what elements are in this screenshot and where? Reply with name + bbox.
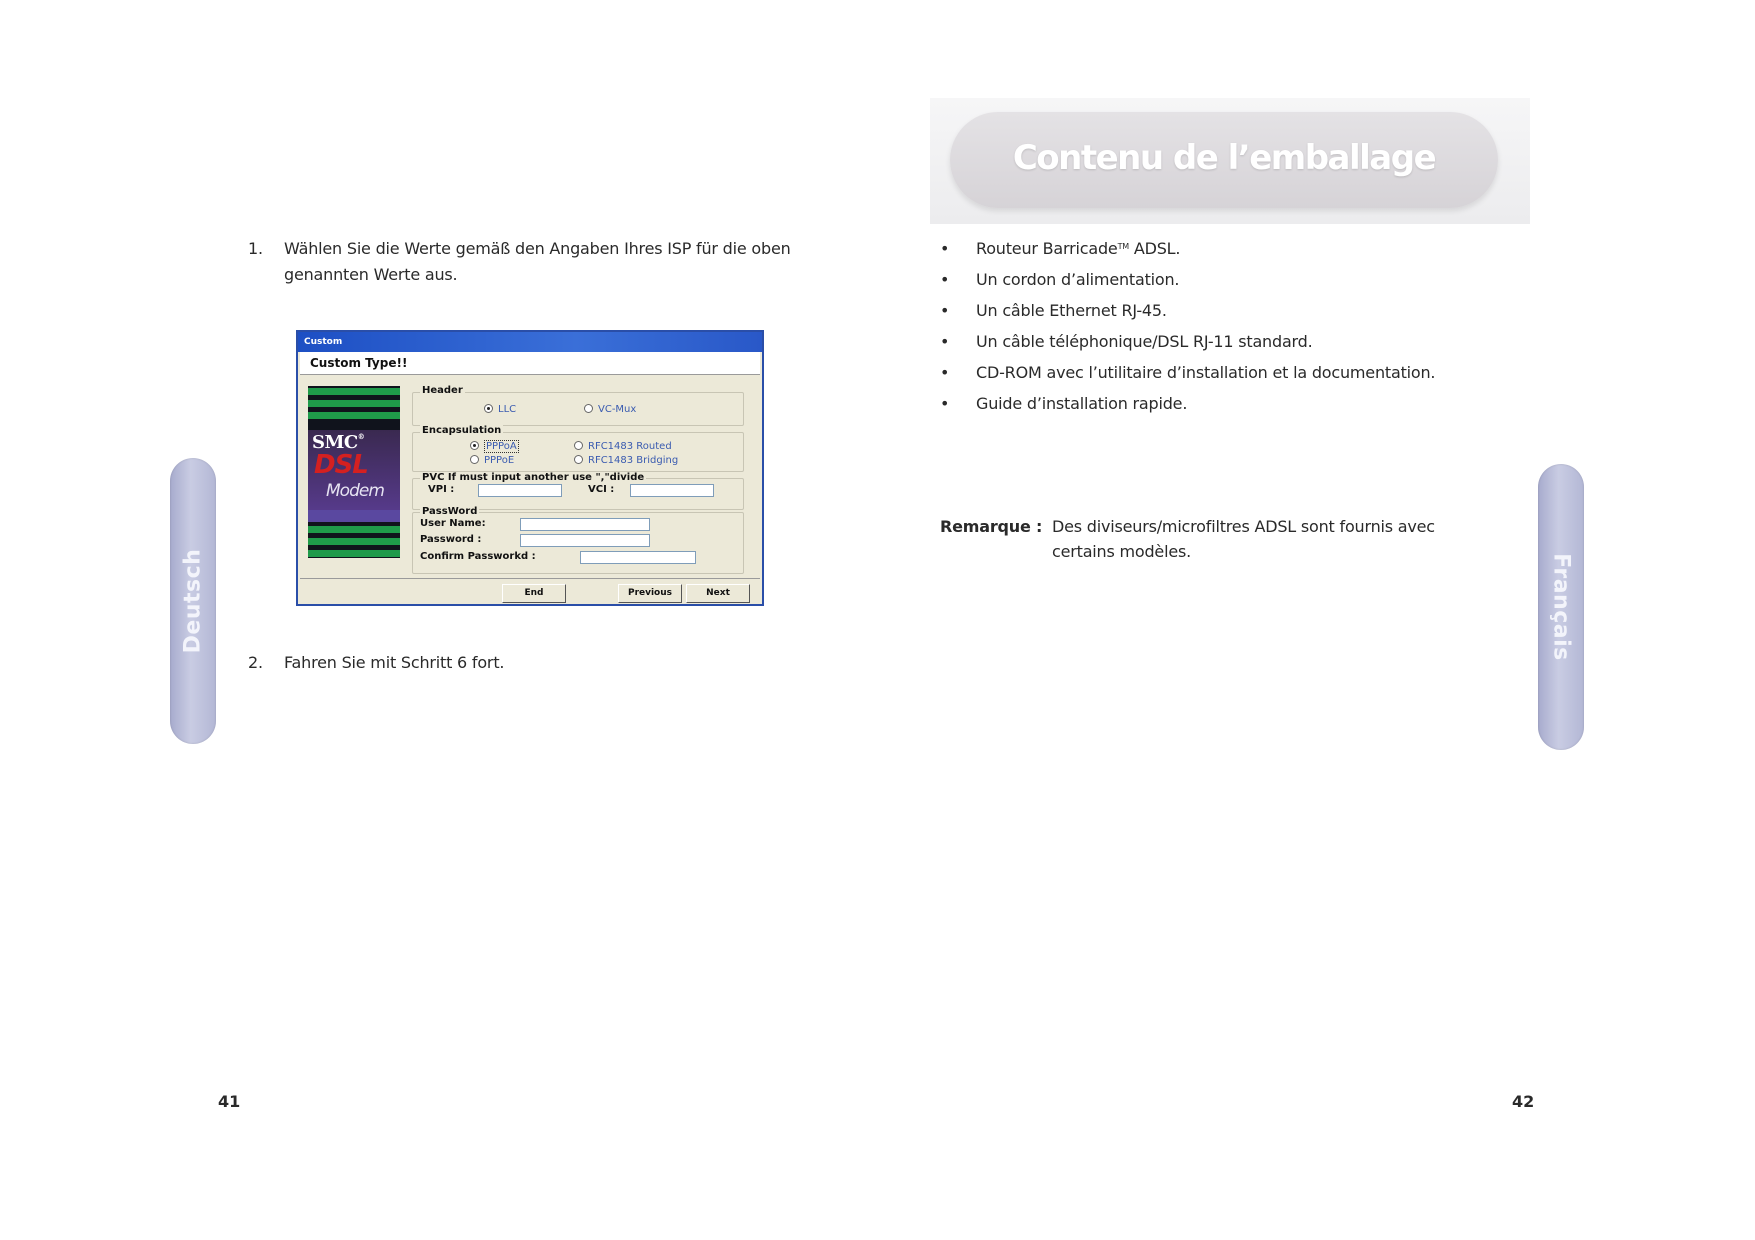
pvc-group-label: PVC If must input another use ","divide (422, 472, 645, 483)
side-tab-deutsch-label: Deutsch (180, 548, 206, 654)
vpi-input[interactable] (478, 484, 562, 497)
page-title: Contenu de l’emballage (1012, 138, 1436, 178)
user-name-label: User Name: (420, 518, 486, 529)
header-group (412, 392, 744, 426)
title-banner (930, 98, 1530, 224)
radio-vc-mux[interactable]: VC-Mux (584, 404, 636, 415)
bullet-icon: • (940, 394, 950, 413)
note-text: Des diviseurs/microfiltres ADSL sont fournis avec certains modèles. (1052, 517, 1435, 561)
radio-pppoa[interactable]: PPPoA (470, 441, 519, 452)
next-button[interactable]: Next (686, 584, 750, 603)
side-tab-deutsch (170, 458, 216, 744)
radio-icon (484, 404, 493, 413)
radio-pppoe[interactable]: PPPoE (470, 455, 514, 466)
encapsulation-group (412, 432, 744, 472)
dialog-header-title: Custom Type!! (300, 352, 760, 375)
confirm-password-label: Confirm Passworkd : (420, 551, 536, 562)
vpi-label: VPI : (428, 484, 455, 495)
radio-icon (470, 441, 479, 450)
user-name-input[interactable] (520, 518, 650, 531)
logo-product: DSL (314, 450, 368, 480)
radio-icon (470, 455, 479, 464)
radio-rfc1483-routed[interactable]: RFC1483 Routed (574, 441, 672, 452)
step-1 (248, 236, 828, 292)
logo-brand: SMC® (312, 432, 365, 453)
radio-icon (574, 441, 583, 450)
note-label: Remarque : (940, 517, 1043, 536)
bullet-icon: • (940, 363, 950, 382)
title-pill (950, 112, 1498, 208)
end-button[interactable]: End (502, 584, 566, 603)
radio-llc[interactable]: LLC (484, 404, 516, 415)
step-1-number: 1. (248, 239, 263, 258)
radio-icon (574, 455, 583, 464)
smc-dsl-modem-logo (308, 386, 400, 558)
step-2-text: Fahren Sie mit Schritt 6 fort. (284, 653, 505, 672)
radio-icon (584, 404, 593, 413)
password-group-label: PassWord (422, 506, 478, 517)
step-2 (248, 650, 828, 680)
bullet-icon: • (940, 270, 950, 289)
dialog-title-bar: Custom (298, 332, 762, 352)
custom-type-dialog-screenshot (296, 330, 764, 606)
dialog-footer-divider (300, 578, 760, 579)
side-tab-francais (1538, 464, 1584, 750)
vci-label: VCI : (588, 484, 615, 495)
side-tab-francais-label: Français (1548, 553, 1574, 661)
radio-rfc1483-bridging[interactable]: RFC1483 Bridging (574, 455, 678, 466)
previous-button[interactable]: Previous (618, 584, 682, 603)
confirm-password-input[interactable] (580, 551, 696, 564)
step-2-number: 2. (248, 653, 263, 672)
password-input[interactable] (520, 534, 650, 547)
password-label: Password : (420, 534, 482, 545)
vci-input[interactable] (630, 484, 714, 497)
logo-sub: Modem (326, 481, 384, 501)
bullet-icon: • (940, 239, 950, 258)
page-number-right: 42 (1512, 1092, 1535, 1111)
step-1-text: Wählen Sie die Werte gemäß den Angaben Ihres ISP für die oben genannten Werte aus. (284, 239, 791, 284)
bullet-icon: • (940, 332, 950, 351)
header-group-label: Header (422, 385, 463, 396)
encapsulation-group-label: Encapsulation (422, 425, 502, 436)
page-number-left: 41 (218, 1092, 241, 1111)
bullet-icon: • (940, 301, 950, 320)
